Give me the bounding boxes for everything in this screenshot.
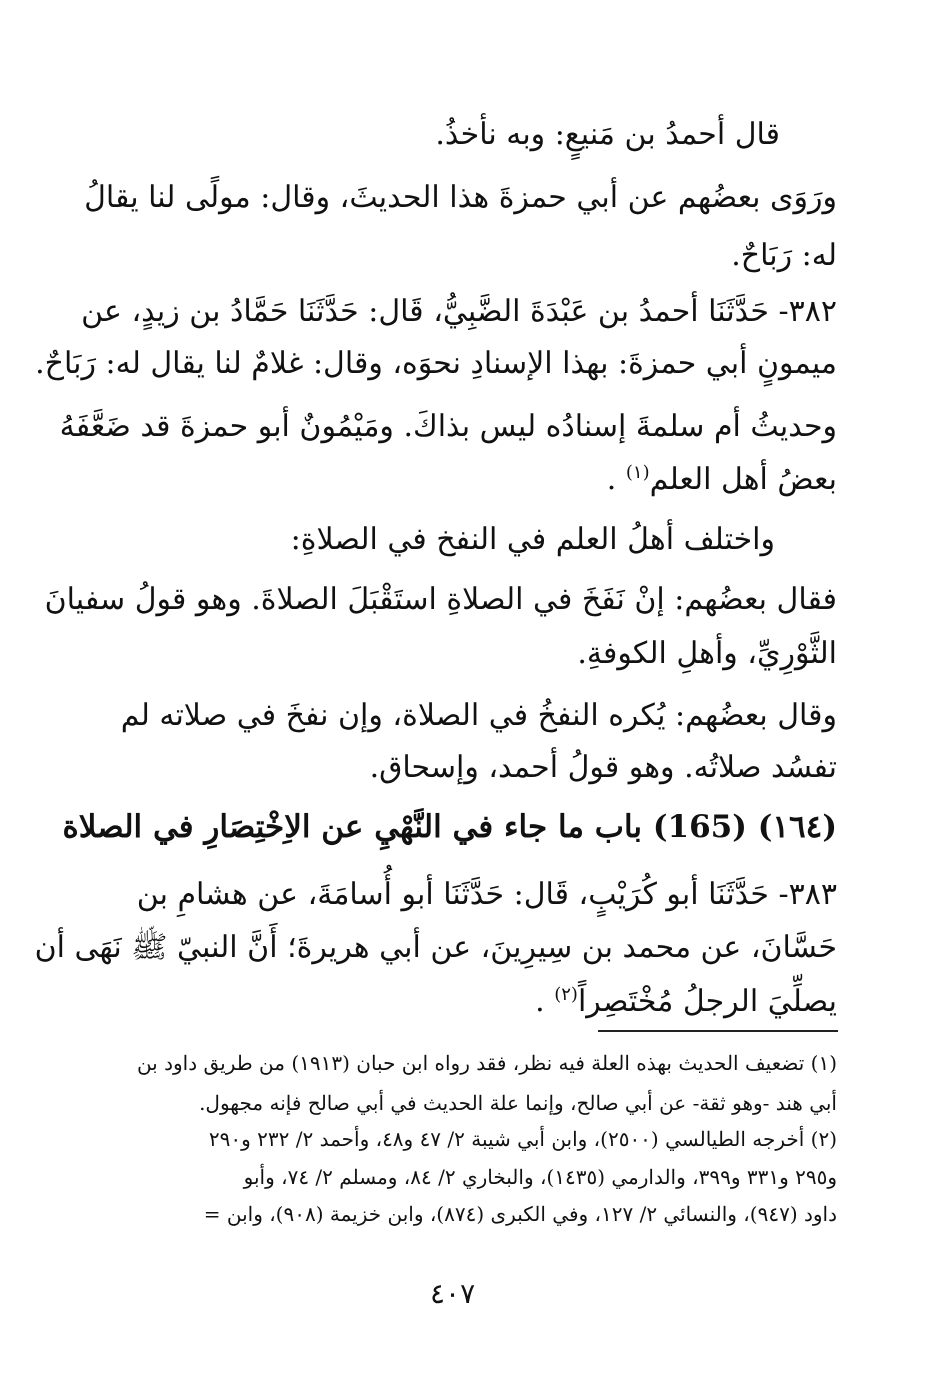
text-line-15-main: يصلِّيَ الرجلُ مُخْتَصِراً: [577, 984, 837, 1019]
text-line-4: ٣٨٢- حَدَّثَنَا أحمدُ بن عَبْدَةَ الضَّبِيُّ، قَال: حَدَّثَنَا حَمَّادُ بن زيدٍ، عن: [81, 294, 837, 329]
text-line-1: قال أحمدُ بن مَنيعٍ: وبه نأخذُ.: [435, 117, 780, 152]
text-line-7-main: بعضُ أهل العلم: [649, 462, 837, 497]
text-line-6: وحديثُ أم سلمةَ إسنادُه ليس بذاكَ. ومَيْمُونٌ أبو حمزةَ قد ضَعَّفَهُ: [59, 409, 837, 444]
footnote-line-1: (١) تضعيف الحديث بهذه العلة فيه نظر، فقد رواه ابن حبان (١٩١٣) من طريق داود بن: [136, 1051, 837, 1075]
text-line-7-tail: .: [606, 462, 617, 497]
text-line-15-tail: .: [535, 984, 545, 1019]
page-number: ٤٠٧: [430, 1277, 476, 1310]
text-line-12: تفسُد صلاتُه. وهو قولُ أحمد، وإسحاق.: [369, 750, 837, 785]
text-line-9: فقال بعضُهم: إنْ نَفَخَ في الصلاةِ استَقْبَلَ الصلاةَ. وهو قولُ سفيانَ: [44, 582, 837, 617]
text-line-10: الثَّوْرِيِّ، وأهلِ الكوفةِ.: [577, 636, 837, 671]
footnote-ref-2[interactable]: (٢): [554, 984, 578, 1005]
text-line-8: واختلف أهلُ العلم في النفخ في الصلاةِ:: [290, 522, 775, 557]
footnote-line-3: (٢) أخرجه الطيالسي (٢٥٠٠)، وابن أبي شيبة ٢/ ٤٧ و٤٨، وأحمد ٢/ ٢٣٢ و٢٩٠: [208, 1127, 837, 1151]
text-line-14: حَسَّانَ، عن محمد بن سِيرِينَ، عن أبي هريرةَ؛ أَنَّ النبيّ ﷺ نَهَى أن: [34, 930, 837, 965]
footnote-line-4: و٢٩٥ و٣٣١ و٣٩٩، والدارمي (١٤٣٥)، والبخاري ٢/ ٨٤، ومسلم ٢/ ٧٤، وأبو: [243, 1165, 837, 1189]
text-line-13: ٣٨٣- حَدَّثَنَا أبو كُرَيْبٍ، قَال: حَدَّثَنَا أبو أُسامَةَ، عن هشامِ بن: [136, 877, 837, 912]
footnote-separator: [598, 1030, 838, 1032]
text-line-2: ورَوَى بعضُهم عن أبي حمزةَ هذا الحديثَ، وقال: مولًى لنا يقالُ: [84, 180, 837, 215]
footnote-ref-1[interactable]: (١): [625, 462, 650, 483]
text-line-11: وقال بعضُهم: يُكره النفخُ في الصلاة، وإن نفخَ في صلاته لم: [120, 698, 837, 733]
text-line-5: ميمونٍ أبي حمزةَ: بهذا الإسنادِ نحوَه، وقال: غلامٌ لنا يقال له: رَبَاحٌ.: [35, 346, 837, 381]
footnote-line-5: داود (٩٤٧)، والنسائي ٢/ ١٢٧، وفي الكبرى (٨٧٤)، وابن خزيمة (٩٠٨)، وابن =: [203, 1202, 837, 1226]
text-line-3: له: رَبَاحٌ.: [731, 238, 837, 273]
footnote-line-2: أبي هند -وهو ثقة- عن أبي صالح، وإنما علة الحديث في أبي صالح فإنه مجهول.: [199, 1091, 837, 1115]
text-line-7: [607, 458, 837, 502]
chapter-heading: (١٦٤) (165) باب ما جاء في النَّهْيِ عن الاِخْتِصَارِ في الصلاة: [62, 809, 837, 845]
text-line-15: [535, 980, 837, 1024]
